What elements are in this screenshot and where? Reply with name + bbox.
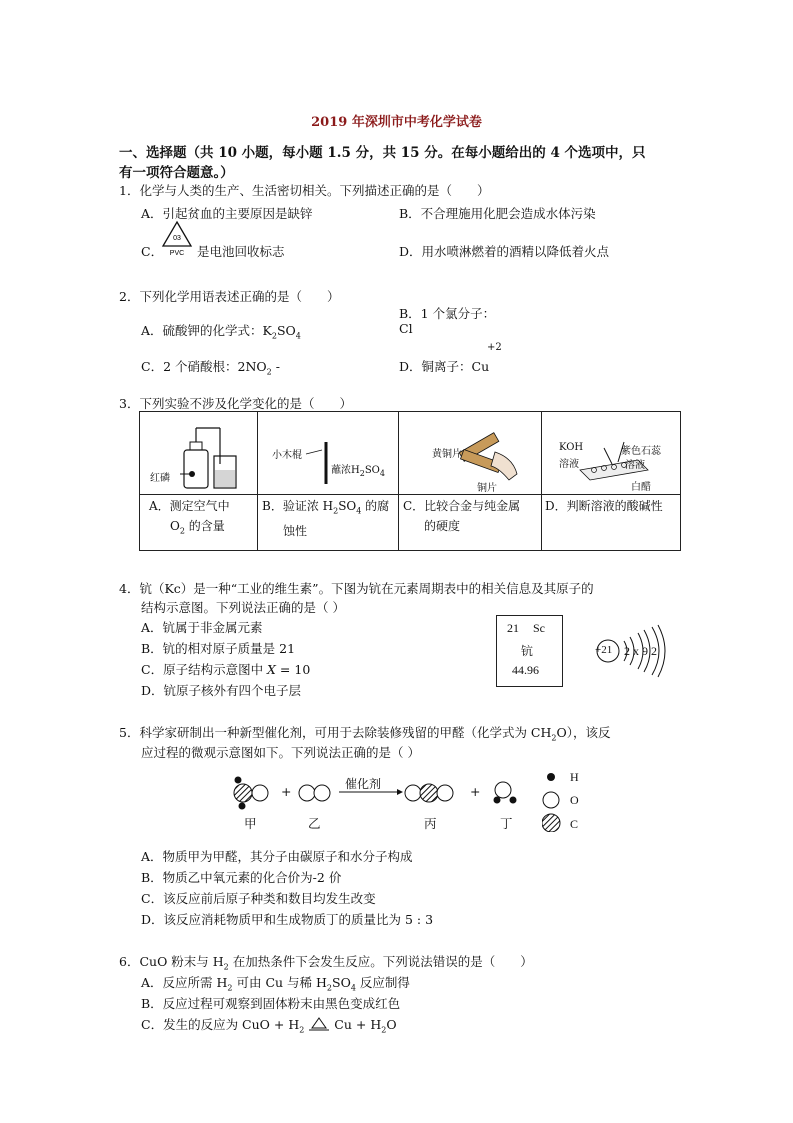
label-red-phosphorus: 红磷 (150, 473, 170, 484)
label-koh: KOH (559, 442, 584, 453)
q6-option-a: A．反应所需 $H_2$ 可由 Cu 与稀 $H_2SO_4$ 反应制得 (141, 975, 410, 993)
spot-plate-icon (542, 412, 682, 494)
q5-option-c: C．该反应前后原子种类和数目均发生改变 (141, 891, 376, 906)
q4-option-a: A．钪属于非金属元素 (141, 620, 263, 635)
label-litmus: 紫色石蕊 (621, 446, 661, 457)
label-stick: 小木棍 (272, 450, 302, 461)
page-title: 2019 年深圳市中考化学试卷 (311, 115, 482, 130)
q1-option-b: B．不合理施用化肥会造成水体污染 (399, 206, 596, 221)
recycle-logo-text: PVC (169, 250, 185, 257)
label-yi: 乙 (308, 816, 321, 831)
q3-stem: 3．下列实验不涉及化学变化的是（ ） (119, 396, 352, 411)
q4-option-b: B．钪的相对原子质量是 21 (141, 641, 296, 656)
q4-option-c: C．原子结构示意图中 X = 10 (141, 662, 311, 677)
q3-option-c: C．比较合金与纯金属 的硬度 (403, 499, 521, 533)
q2-option-b-line2: Cl (399, 321, 413, 336)
q2-option-a: A．硫酸钾的化学式：$K_2SO_4$ (141, 323, 301, 341)
cell-name: 钪 (521, 644, 534, 658)
label-koh-solution: 溶液 (559, 459, 579, 470)
section-heading-line1: 一、选择题（共 10 小题，每小题 1.5 分，共 15 分。在每小题给出的 4 个选项中，只 (119, 145, 646, 161)
plus-sign-2: + (470, 784, 481, 799)
q5-option-b: B．物质乙中氧元素的化合价为-2 价 (141, 870, 342, 885)
legend-c: C (570, 817, 579, 831)
label-vinegar: 白醋 (631, 482, 651, 493)
periodic-table-cell (496, 615, 563, 687)
label-copper: 铜片 (477, 483, 497, 494)
q6-stem: 6．CuO 粉末与 $H_2$ 在加热条件下会发生反应。下列说法错误的是（ ） (119, 954, 533, 972)
q5-stem-line1: 5．科学家研制出一种新型催化剂，可用于去除装修残留的甲醛（化学式为 $CH_2O$），该反 (119, 725, 611, 743)
cell-symbol: Sc (533, 621, 545, 635)
q1-option-c-text: 是电池回收标志 (197, 244, 285, 259)
heat-condition-icon (308, 1017, 330, 1031)
cell-mass: 44.96 (512, 663, 539, 677)
atom-legend (542, 770, 562, 836)
atomic-structure-diagram (592, 623, 672, 683)
q1-option-d: D．用水喷淋燃着的酒精以降低着火点 (399, 244, 610, 259)
q4-stem-line1: 4．钪（Kc）是一种“工业的维生素”。下图为钪在元素周期表中的相关信息及其原子的 (119, 581, 594, 596)
q6-option-b: B．反应过程可观察到固体粉末由黑色变成红色 (141, 996, 401, 1011)
electron-shells: 2 x 9 2 (624, 644, 657, 658)
nucleus-charge: +21 (595, 644, 613, 656)
plus-sign-1: + (281, 784, 292, 799)
q2-option-d: D．铜离子：Cu (399, 359, 490, 374)
hardness-test-icon (399, 412, 541, 494)
q5-stem-line2: 应过程的微观示意图如下。下列说法正确的是（ ） (141, 745, 420, 760)
section-heading-line2: 有一项符合题意。） (119, 165, 234, 181)
q3-option-a: A．测定空气中 $O_2$ 的含量 (149, 499, 230, 536)
q4-option-d: D．钪原子核外有四个电子层 (141, 683, 302, 698)
q4-stem-line2: 结构示意图。下列说法正确的是（ ） (141, 600, 345, 615)
q5-option-a: A．物质甲为甲醛，其分子由碳原子和水分子构成 (141, 849, 413, 864)
legend-o: O (570, 793, 579, 807)
legend-h: H (570, 770, 579, 784)
label-acid: 蘸浓$H_2SO_4$ (331, 465, 385, 478)
q2-option-b-line1: B．1 个氯分子： (399, 306, 496, 321)
label-bing: 丙 (424, 816, 437, 831)
label-brass: 黄铜片 (432, 449, 462, 460)
q1-option-c-prefix: C． (141, 244, 164, 259)
catalyst-label: 催化剂 (345, 777, 382, 791)
q2-stem: 2．下列化学用语表述正确的是（ ） (119, 289, 340, 304)
q3-experiment-table (139, 411, 681, 551)
q2-option-c: C．2 个硝酸根：$2NO_2$ - (141, 359, 280, 377)
q3-option-b: B．验证浓 $H_2SO_4$ 的腐 蚀性 (262, 499, 390, 539)
recycle-logo-icon (158, 219, 196, 261)
q2-option-d-superscript: +2 (487, 342, 502, 353)
q1-stem: 1．化学与人类的生产、生活密切相关。下列描述正确的是（ ） (119, 183, 490, 198)
recycle-logo-number: 03 (173, 235, 181, 242)
q6-option-c: C．发生的反应为 CuO + $H_2$ $Cu + H_2O$ (141, 1017, 397, 1035)
label-jia: 甲 (244, 816, 257, 831)
cell-atomic-number: 21 (507, 621, 519, 635)
label-litmus-solution: 溶液 (625, 460, 645, 471)
q5-option-d: D．该反应消耗物质甲和生成物质丁的质量比为 5 : 3 (141, 912, 434, 927)
q3-option-d: D．判断溶液的酸碱性 (545, 499, 663, 513)
label-ding: 丁 (500, 816, 513, 831)
q1-option-a: A．引起贫血的主要原因是缺锌 (141, 206, 313, 221)
